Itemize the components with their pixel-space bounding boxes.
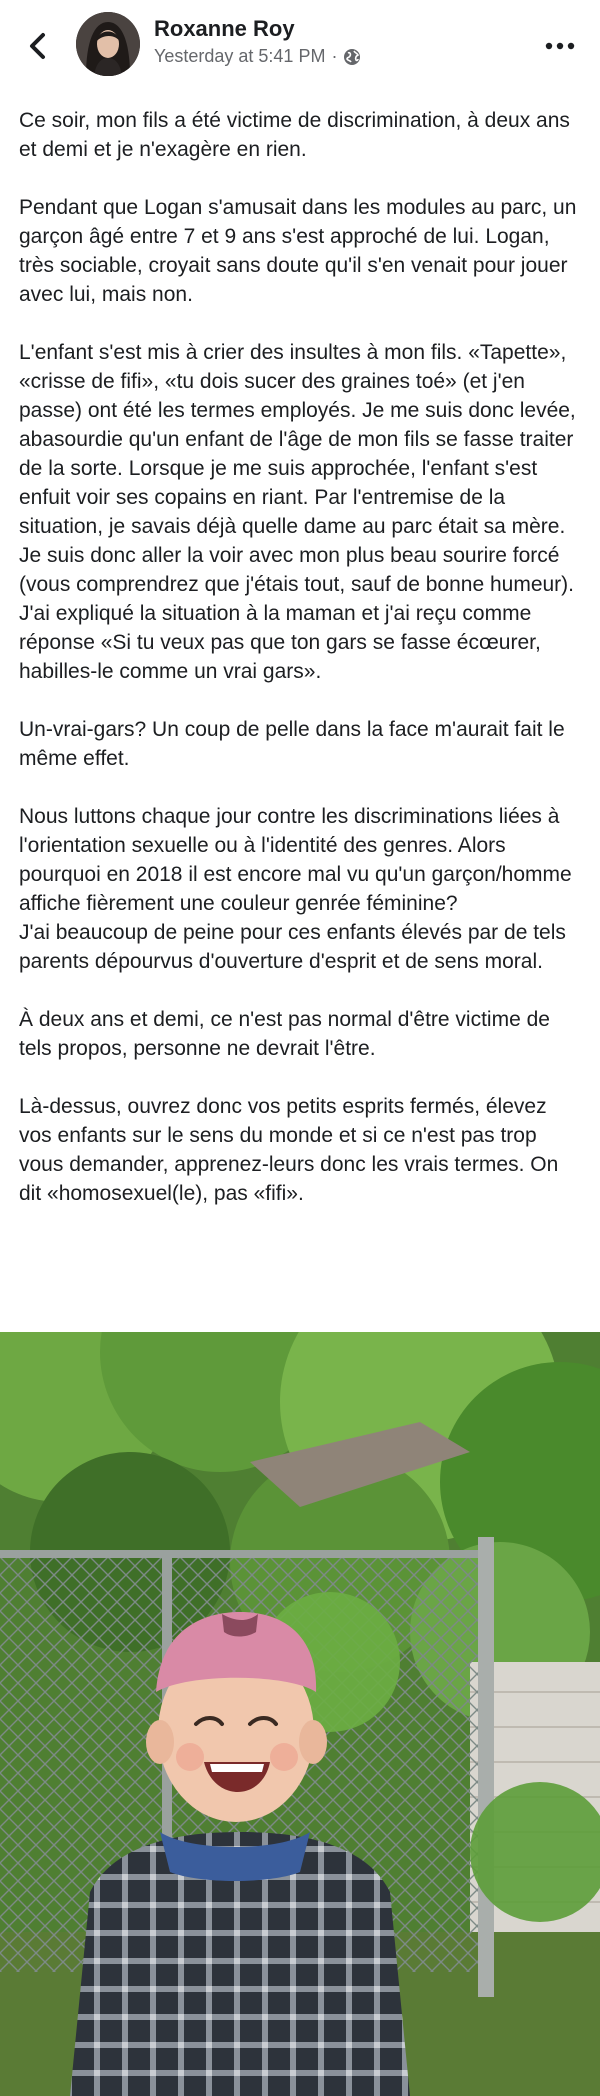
avatar[interactable] xyxy=(76,12,140,76)
post-paragraph: Un-vrai-gars? Un coup de pelle dans la face m'aurait fait le même effet. xyxy=(19,718,565,770)
post-paragraph: Ce soir, mon fils a été victime de discrimination, à deux ans et demi et je n'exagère en rien. xyxy=(19,109,570,161)
post-paragraph: J'ai beaucoup de peine pour ces enfants élevés par de tels parents dépourvus d'ouverture d'esprit et de sens moral. xyxy=(19,921,566,973)
post-paragraph: À deux ans et demi, ce n'est pas normal d'être victime de tels propos, personne ne devrait l'être. xyxy=(19,1008,550,1060)
post-text xyxy=(19,106,585,1237)
post-timestamp[interactable]: Yesterday at 5:41 PM xyxy=(154,46,326,66)
chevron-left-icon xyxy=(27,31,49,61)
post-photo[interactable] xyxy=(0,1332,600,2096)
ellipsis-icon xyxy=(545,42,575,50)
post-meta xyxy=(154,46,361,67)
more-options-button[interactable] xyxy=(538,26,582,66)
post-paragraph: L'enfant s'est mis à crier des insultes à mon fils. «Tapette», «crisse de fifi», «tu dois sucer des graines toé» (et j'en passe) ont été les termes employés. Je me suis donc levée, abasourdie qu'un enfant de l'âge de mon fils se fasse traiter de la sorte. Lorsque je me suis approchée, l'enfant s'est enfuit voir ses copains en riant. Par l'entremise de la situation, je savais déjà quelle dame au parc était sa mère. Je suis donc aller la voir avec mon plus beau sourire forcé (vous comprendrez que j'étais tout, sauf de bonne humeur). J'ai expliqué la situation à la maman et j'ai reçu comme réponse «Si tu veux pas que ton gars se fasse écœurer, habilles-le comme un vrai gars». xyxy=(19,341,576,683)
back-button[interactable] xyxy=(18,26,58,66)
author-name[interactable]: Roxanne Roy xyxy=(154,16,295,41)
post-paragraph: Pendant que Logan s'amusait dans les modules au parc, un garçon âgé entre 7 et 9 ans s'est approché de lui. Logan, très sociable, croyait sans doute qu'il s'en venait pour jouer avec lui, mais non. xyxy=(19,196,577,306)
meta-separator: · xyxy=(331,46,338,66)
post-header xyxy=(0,0,600,92)
post-paragraph: Là-dessus, ouvrez donc vos petits esprits fermés, élevez vos enfants sur le sens du monde et si ce n'est pas trop vous demander, apprenez-leurs donc les vrais termes. On dit «homosexuel(le), pas «fifi». xyxy=(19,1095,559,1205)
post-paragraph: Nous luttons chaque jour contre les discriminations liées à l'orientation sexuelle ou à l'identité des genres. Alors pourquoi en 2018 il est encore mal vu qu'un garçon/homme affiche fièrement une couleur genrée féminine? xyxy=(19,805,572,915)
globe-icon[interactable] xyxy=(343,48,361,66)
